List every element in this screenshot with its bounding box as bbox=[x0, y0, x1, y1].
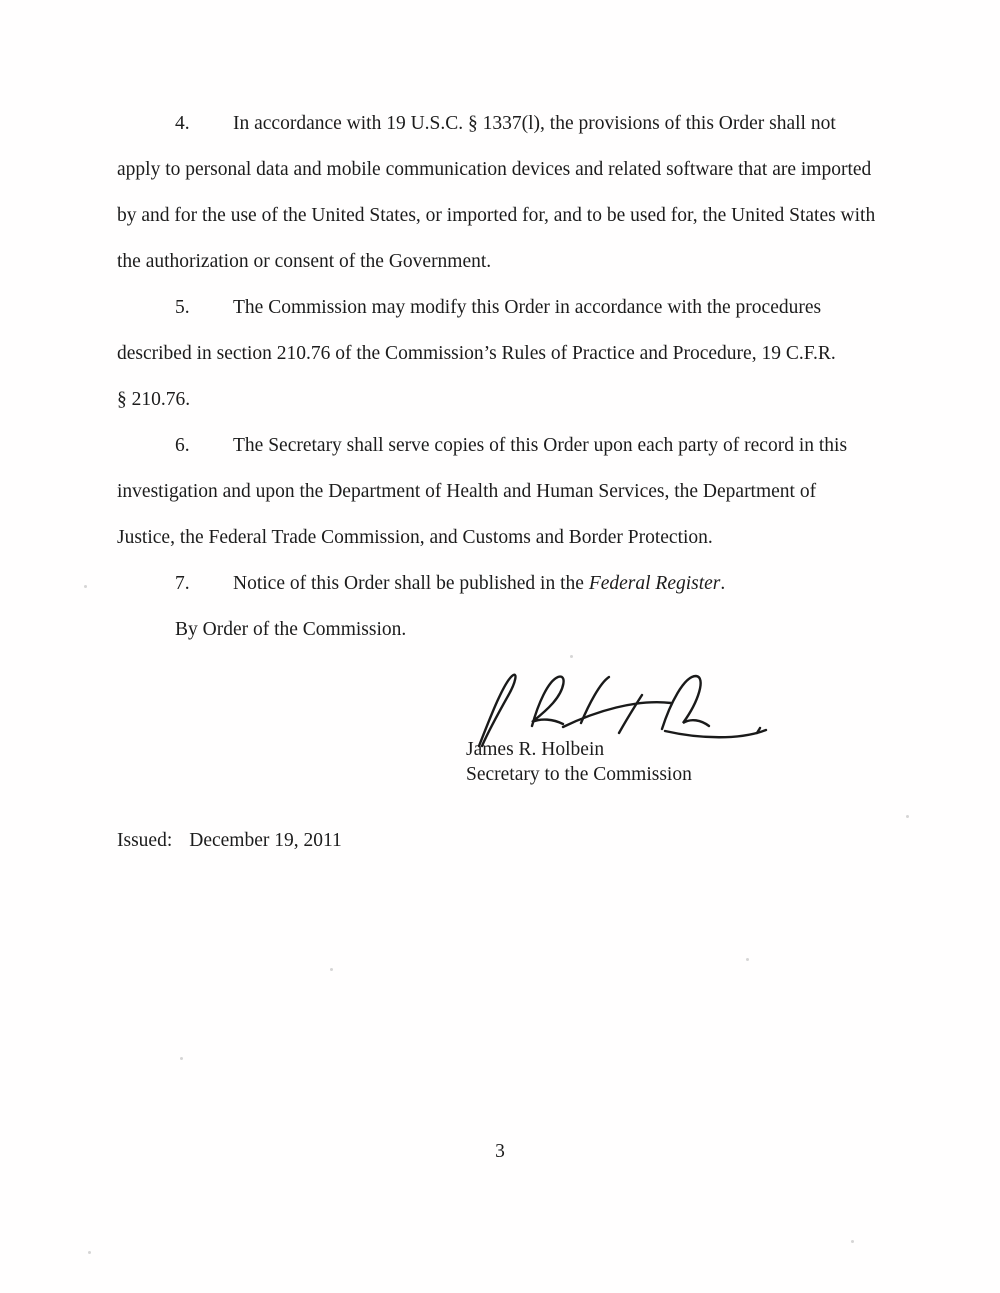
scan-speck bbox=[851, 1240, 854, 1243]
paragraph-6 bbox=[117, 423, 885, 561]
scan-speck bbox=[180, 1057, 183, 1060]
page-number: 3 bbox=[495, 1141, 505, 1162]
text-line bbox=[117, 285, 885, 331]
paragraph-text: The Commission may modify this Order in accordance with the procedures bbox=[233, 297, 822, 318]
paragraph-text: The Secretary shall serve copies of this Order upon each party of record in this bbox=[233, 435, 848, 456]
paragraph-text: . bbox=[720, 573, 726, 594]
text-line: Justice, the Federal Trade Commission, and Customs and Border Protection. bbox=[117, 527, 713, 548]
signature-block bbox=[466, 738, 692, 787]
scan-speck bbox=[84, 585, 87, 588]
italic-citation: Federal Register bbox=[588, 573, 721, 594]
text-line bbox=[117, 423, 885, 469]
text-line: described in section 210.76 of the Commission’s Rules of Practice and Procedure, 19 C.F.R. bbox=[117, 343, 836, 364]
scan-speck bbox=[88, 1251, 91, 1254]
paragraph-number: 5. bbox=[175, 297, 190, 318]
paragraph-7 bbox=[117, 561, 885, 607]
scan-speck bbox=[746, 958, 749, 961]
order-body bbox=[117, 101, 885, 653]
text-line: By Order of the Commission. bbox=[175, 619, 407, 640]
text-line bbox=[117, 561, 885, 607]
scan-speck bbox=[906, 815, 909, 818]
text-line: § 210.76. bbox=[117, 389, 191, 410]
issued-date: December 19, 2011 bbox=[189, 830, 342, 851]
paragraph-text: Notice of this Order shall be published in the bbox=[233, 573, 589, 594]
paragraph-4 bbox=[117, 101, 885, 285]
text-line: the authorization or consent of the Government. bbox=[117, 251, 492, 272]
text-line: apply to personal data and mobile communication devices and related software that are imported bbox=[117, 159, 872, 180]
paragraph-number: 4. bbox=[175, 113, 190, 134]
scan-speck bbox=[570, 655, 573, 658]
signer-title: Secretary to the Commission bbox=[466, 763, 692, 785]
text-line: by and for the use of the United States, or imported for, and to be used for, the United States with bbox=[117, 205, 876, 226]
paragraph-text: In accordance with 19 U.S.C. § 1337(l), the provisions of this Order shall not bbox=[233, 113, 836, 134]
by-order-line bbox=[117, 607, 885, 653]
issued-line bbox=[117, 830, 342, 852]
text-line bbox=[117, 101, 885, 147]
scan-speck bbox=[330, 968, 333, 971]
text-line: investigation and upon the Department of Health and Human Services, the Department of bbox=[117, 481, 817, 502]
issued-label: Issued: bbox=[117, 830, 173, 851]
paragraph-5 bbox=[117, 285, 885, 423]
paragraph-number: 6. bbox=[175, 435, 190, 456]
paragraph-number: 7. bbox=[175, 573, 190, 594]
signer-name: James R. Holbein bbox=[466, 739, 605, 760]
